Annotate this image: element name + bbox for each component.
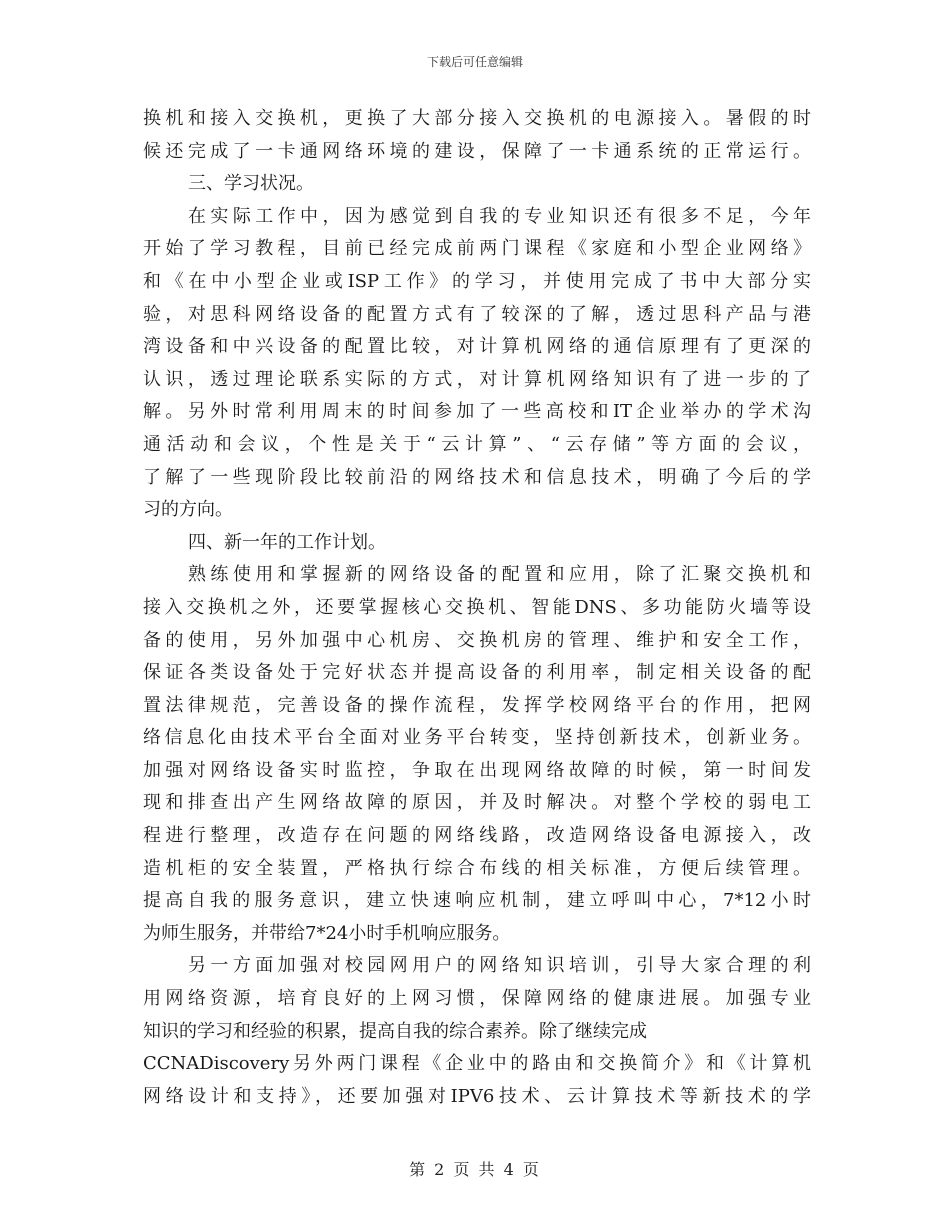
body-line: 用网络资源，培育良好的上网习惯，保障网络的健康进展。加强专业: [143, 988, 811, 1010]
body-line: 习的方向。: [143, 499, 233, 521]
body-line: 加强对网络设备实时监控，争取在出现网络故障的时候，第一时间发: [143, 759, 811, 781]
body-line: 造机柜的安全装置，严格执行综合布线的相关标准，方便后续管理。: [143, 857, 811, 879]
body-line: 保证各类设备处于完好状态并提高设备的利用率，制定相关设备的配: [143, 662, 811, 684]
body-line: 熟练使用和掌握新的网络设备的配置和应用，除了汇聚交换机和: [188, 564, 811, 586]
body-line: 候还完成了一卡通网络环境的建设，保障了一卡通系统的正常运行。: [143, 140, 811, 162]
body-line: 了解了一些现阶段比较前沿的网络技术和信息技术，明确了今后的学: [143, 466, 811, 488]
body-line: 程进行整理，改造存在问题的网络线路，改造网络设备电源接入，改: [143, 825, 811, 847]
body-line: 和《在中小型企业或ISP工作》的学习，并使用完成了书中大部分实: [143, 270, 811, 292]
body-line: 备的使用，另外加强中心机房、交换机房的管理、维护和安全工作，: [143, 629, 811, 651]
body-line: 提高自我的服务意识，建立快速响应机制，建立呼叫中心，7*12小时: [143, 890, 811, 912]
page-header: 下载后可任意编辑: [426, 55, 523, 69]
body-line: 现和排查出产生网络故障的原因，并及时解决。对整个学校的弱电工: [143, 792, 811, 814]
body-line: CCNADiscovery另外两门课程《企业中的路由和交换简介》和《计算机: [143, 1053, 811, 1075]
body-line: 湾设备和中兴设备的配置比较，对计算机网络的通信原理有了更深的: [143, 336, 811, 358]
body-line: 为师生服务，并带给7*24小时手机响应服务。: [143, 922, 511, 944]
body-line: 另一方面加强对校园网用户的网络知识培训，引导大家合理的利: [188, 955, 811, 977]
page-footer: 第 2 页 共 4 页: [409, 1160, 541, 1179]
body-line: 验，对思科网络设备的配置方式有了较深的了解，透过思科产品与港: [143, 303, 811, 325]
body-line: 网络设计和支持》，还要加强对IPV6技术、云计算技术等新技术的学: [143, 1085, 811, 1107]
body-line: 三、学习状况。: [188, 173, 314, 195]
body-line: 开始了学习教程，目前已经完成前两门课程《家庭和小型企业网络》: [143, 238, 811, 260]
body-line: 络信息化由技术平台全面对业务平台转变，坚持创新技术，创新业务。: [143, 727, 811, 749]
body-line: 知识的学习和经验的积累，提高自我的综合素养。除了继续完成: [143, 1020, 647, 1042]
body-line: 四、新一年的工作计划。: [188, 531, 386, 553]
body-line: 在实际工作中，因为感觉到自我的专业知识还有很多不足，今年: [188, 205, 811, 227]
body-line: 置法律规范，完善设备的操作流程，发挥学校网络平台的作用，把网: [143, 694, 811, 716]
document-body: [143, 103, 811, 1113]
body-line: 通活动和会议，个性是关于“云计算”、“云存储”等方面的会议，: [143, 433, 811, 455]
body-line: 换机和接入交换机，更换了大部分接入交换机的电源接入。暑假的时: [143, 108, 811, 129]
body-line: 解。另外时常利用周末的时间参加了一些高校和IT企业举办的学术沟: [143, 401, 811, 423]
body-line: 认识，透过理论联系实际的方式，对计算机网络知识有了进一步的了: [143, 368, 811, 390]
body-line: 接入交换机之外，还要掌握核心交换机、智能DNS、多功能防火墙等设: [143, 596, 811, 618]
